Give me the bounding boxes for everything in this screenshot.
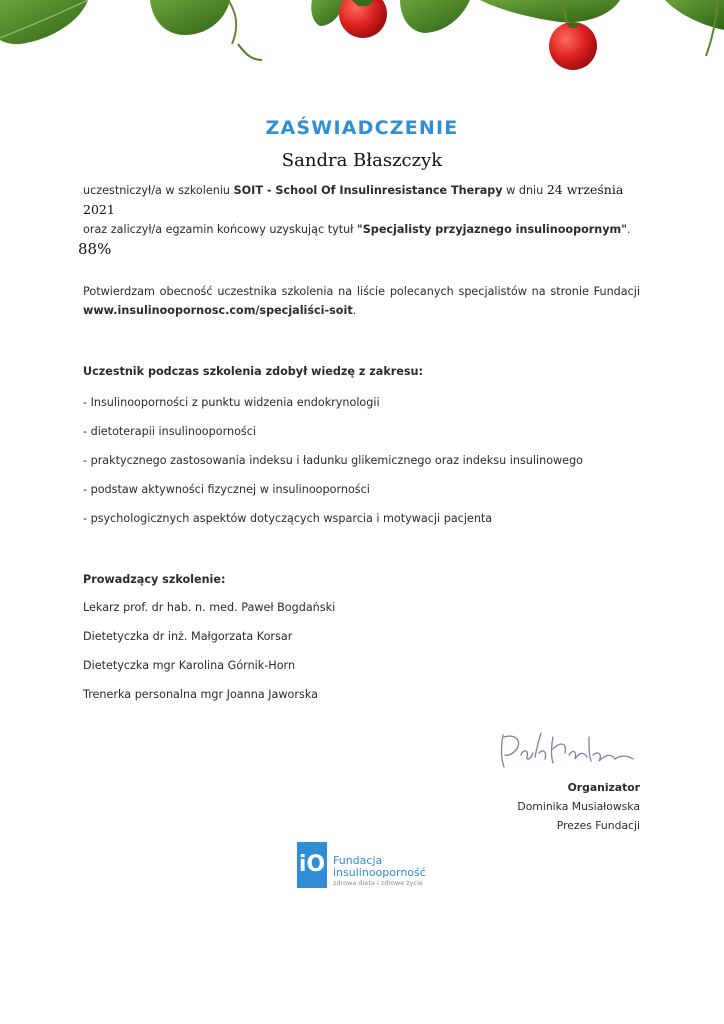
confirmation-paragraph xyxy=(83,282,640,320)
organizer-role: Prezes Fundacji xyxy=(556,819,640,832)
logo-line-1: Fundacja xyxy=(333,854,383,867)
confirmation-text: Potwierdzam obecność uczestnika szkolenia na liście polecanych specjalistów na stronie Fundacji xyxy=(83,285,640,298)
list-item: - dietoterapii insulinooporności xyxy=(83,425,257,438)
participation-statement xyxy=(83,180,643,239)
obtained-title: "Specjalisty przyjaznego insulinoopornym" xyxy=(356,223,628,236)
list-item: Dietetyczka mgr Karolina Górnik-Horn xyxy=(83,659,296,672)
line1-suffix: w dniu xyxy=(502,184,547,197)
line2-prefix: oraz zaliczył/a egzamin końcowy uzyskując tytuł xyxy=(83,223,357,236)
certificate-title: ZAŚWIADCZENIE xyxy=(265,117,459,139)
logo-line-3: zdrowa dieta i zdrowe życie xyxy=(333,879,423,887)
training-name: SOIT - School Of Insulinresistance Therapy xyxy=(233,184,503,197)
organizer-block xyxy=(440,778,640,835)
list-item: Trenerka personalna mgr Joanna Jaworska xyxy=(83,688,318,701)
statement-line-2 xyxy=(83,220,643,239)
signature-image xyxy=(495,725,645,775)
knowledge-list xyxy=(83,393,663,538)
list-item: - praktycznego zastosowania indeksu i ładunku glikemicznego oraz indeksu insulinowego xyxy=(83,454,584,467)
list-item: - psychologicznych aspektów dotyczących wsparcia i motywacji pacjenta xyxy=(83,512,493,525)
statement-line-1 xyxy=(83,180,643,220)
training-date: 24 września 2021 xyxy=(83,182,624,217)
knowledge-heading: Uczestnik podczas szkolenia zdobył wiedzę z zakresu: xyxy=(83,365,423,378)
foundation-logo xyxy=(297,842,447,892)
list-item: Lekarz prof. dr hab. n. med. Paweł Bogdański xyxy=(83,601,336,614)
line2-suffix: . xyxy=(627,223,631,236)
participant-name: Sandra Błaszczyk xyxy=(281,150,443,171)
trainers-list xyxy=(83,598,663,714)
exam-score: 88% xyxy=(78,240,112,258)
confirmation-suffix: . xyxy=(352,304,357,317)
list-item: Dietetyczka dr inż. Małgorzata Korsar xyxy=(83,630,293,643)
logo-mark: iO xyxy=(297,842,327,888)
organizer-name: Dominika Musiałowska xyxy=(517,800,640,813)
line1-prefix: uczestniczył/a w szkoleniu xyxy=(83,184,234,197)
list-item: - Insulinooporności z punktu widzenia endokrynologii xyxy=(83,396,380,409)
trainers-heading: Prowadzący szkolenie: xyxy=(83,573,226,586)
specialists-link[interactable]: www.insulinoopornosc.com/specjaliści-soit xyxy=(83,304,353,317)
list-item: - podstaw aktywności fizycznej w insulinooporności xyxy=(83,483,370,496)
organizer-label: Organizator xyxy=(567,781,640,794)
tomato-icon xyxy=(549,22,597,70)
logo-line-2: insulinooporność xyxy=(333,866,426,879)
